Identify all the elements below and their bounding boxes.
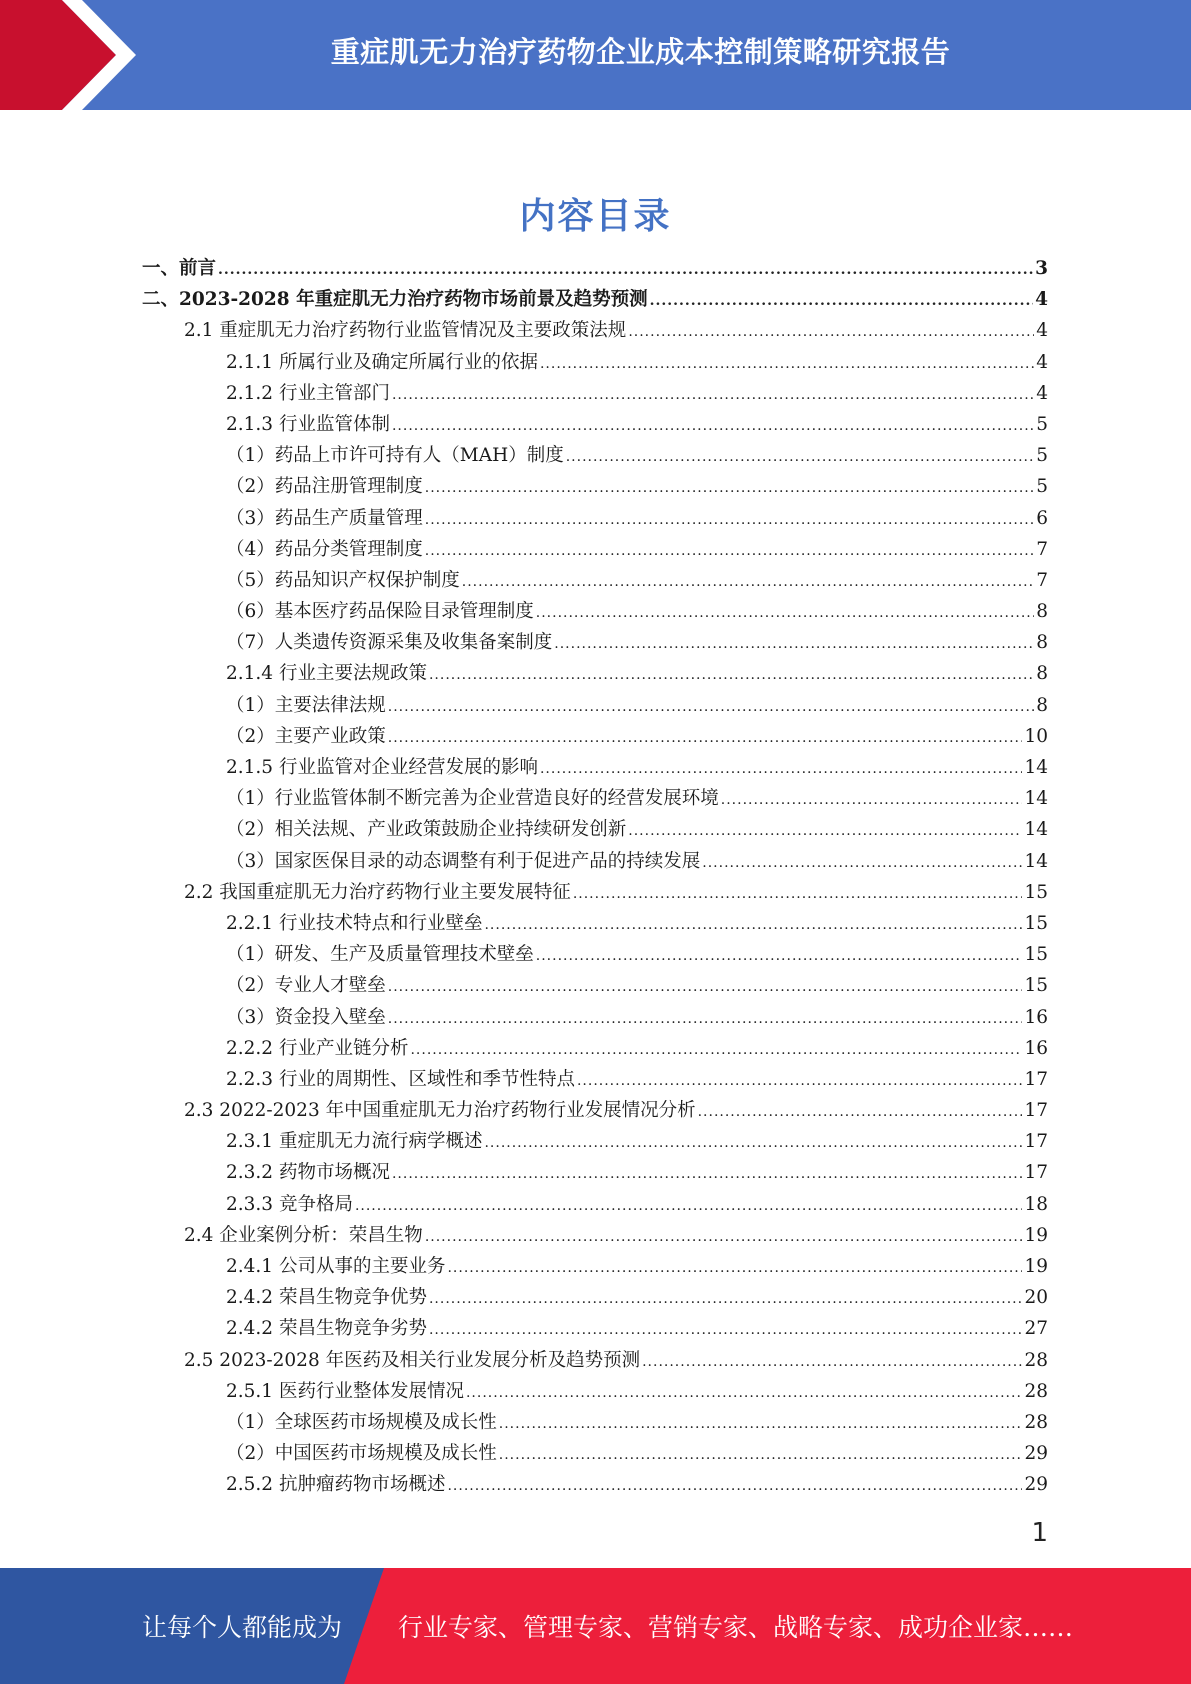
toc-entry-page: 4 [1036, 382, 1048, 404]
toc-entry[interactable] [142, 908, 1048, 939]
toc-entry-page: 17 [1024, 1068, 1048, 1090]
toc-entry-title: 2.4 企业案例分析：荣昌生物 [184, 1224, 423, 1246]
toc-dot-leader [355, 1191, 1023, 1222]
toc-entry-title: （1）全球医药市场规模及成长性 [226, 1411, 497, 1433]
toc-entry-title: （2）专业人才壁垒 [226, 975, 386, 997]
toc-entry[interactable] [142, 1095, 1048, 1126]
toc-entry-title: （5）药品知识产权保护制度 [226, 569, 460, 591]
toc-dot-leader [540, 754, 1022, 785]
toc-entry-title: 2.2.3 行业的周期性、区域性和季节性特点 [226, 1068, 575, 1090]
toc-entry-page: 14 [1024, 757, 1048, 778]
toc-entry-title: 2.5.2 抗肿瘤药物市场概述 [226, 1474, 446, 1496]
toc-entry-page: 14 [1024, 819, 1048, 841]
toc-dot-leader [392, 411, 1034, 442]
toc-entry-title: （4）药品分类管理制度 [226, 538, 423, 560]
toc-entry[interactable] [142, 627, 1048, 658]
toc-entry-page: 19 [1024, 1224, 1048, 1246]
toc-dot-leader [388, 972, 1023, 1003]
toc-entry-page: 7 [1036, 538, 1048, 560]
toc-entry[interactable] [142, 1438, 1048, 1469]
table-of-contents [142, 253, 1048, 1501]
toc-entry[interactable] [142, 409, 1048, 440]
toc-entry-page: 10 [1024, 725, 1048, 747]
toc-entry-title: 2.3.2 药物市场概况 [226, 1162, 390, 1184]
toc-entry[interactable] [142, 814, 1048, 845]
toc-entry[interactable] [142, 440, 1048, 471]
toc-entry-title: （2）相关法规、产业政策鼓励企业持续研发创新 [226, 819, 627, 841]
toc-dot-leader [554, 629, 1034, 660]
toc-entry-page: 17 [1024, 1162, 1048, 1184]
toc-entry-page: 15 [1024, 881, 1048, 903]
toc-entry-title: （7）人类遗传资源采集及收集备案制度 [226, 632, 553, 654]
toc-dot-leader [429, 1284, 1022, 1315]
toc-entry-page: 18 [1024, 1193, 1048, 1215]
toc-entry-page: 14 [1024, 850, 1048, 872]
toc-entry-title: 2.4.2 荣昌生物竞争优势 [226, 1287, 427, 1309]
toc-entry-title: （2）主要产业政策 [226, 725, 386, 747]
report-title: 重症肌无力治疗药物企业成本控制策略研究报告 [330, 34, 951, 69]
toc-entry-title: 2.4.1 公司从事的主要业务 [226, 1256, 446, 1277]
toc-dot-leader [536, 598, 1034, 629]
toc-entry-title: 2.3.1 重症肌无力流行病学概述 [226, 1131, 483, 1153]
toc-entry[interactable] [142, 596, 1048, 627]
toc-entry-title: 2.1.5 行业监管对企业经营发展的影响 [226, 757, 538, 778]
toc-dot-leader [410, 1035, 1022, 1066]
toc-dot-leader [447, 1471, 1022, 1502]
toc-entry-page: 8 [1036, 601, 1048, 623]
toc-entry-title: （2）药品注册管理制度 [226, 476, 423, 498]
toc-entry-page: 5 [1036, 476, 1048, 498]
toc-entry-title: 2.1.3 行业监管体制 [226, 413, 390, 435]
toc-dot-leader [484, 910, 1022, 941]
toc-entry-page: 16 [1024, 1006, 1048, 1028]
toc-entry[interactable] [142, 970, 1048, 1001]
toc-dot-leader [388, 723, 1023, 754]
toc-entry[interactable] [142, 1407, 1048, 1438]
toc-entry-page: 4 [1036, 351, 1048, 373]
toc-entry[interactable] [142, 1189, 1048, 1220]
toc-entry[interactable] [142, 1157, 1048, 1188]
toc-entry[interactable] [142, 1220, 1048, 1251]
toc-entry-page: 28 [1024, 1411, 1048, 1433]
toc-dot-leader [499, 1440, 1023, 1471]
toc-entry[interactable] [142, 503, 1048, 534]
toc-entry[interactable] [142, 846, 1048, 877]
toc-dot-leader [650, 286, 1034, 317]
toc-entry-page: 29 [1024, 1443, 1048, 1465]
toc-entry[interactable] [142, 752, 1048, 783]
toc-entry-page: 7 [1036, 569, 1048, 591]
toc-entry[interactable] [142, 534, 1048, 565]
toc-entry-title: 2.1.4 行业主要法规政策 [226, 663, 427, 685]
toc-entry-title: （6）基本医疗药品保险目录管理制度 [226, 601, 534, 623]
toc-entry-page: 5 [1036, 445, 1048, 467]
toc-dot-leader [425, 536, 1034, 567]
toc-entry-title: 一、前言 [142, 258, 217, 279]
toc-entry[interactable] [142, 721, 1048, 752]
toc-entry-page: 14 [1024, 788, 1048, 810]
toc-entry-page: 19 [1024, 1256, 1048, 1277]
toc-entry-title: 2.2.1 行业技术特点和行业壁垒 [226, 912, 483, 934]
toc-entry[interactable] [142, 1002, 1048, 1033]
toc-entry-page: 16 [1024, 1037, 1048, 1059]
toc-entry[interactable] [142, 1282, 1048, 1313]
toc-entry-title: （3）药品生产质量管理 [226, 507, 423, 529]
toc-entry[interactable] [142, 690, 1048, 721]
page-number: 1 [1031, 1518, 1048, 1548]
toc-entry-page: 20 [1024, 1287, 1048, 1309]
toc-entry-title: 2.4.2 荣昌生物竞争劣势 [226, 1318, 427, 1340]
toc-entry-page: 8 [1036, 694, 1048, 716]
toc-dot-leader [425, 505, 1034, 536]
toc-entry[interactable] [142, 658, 1048, 689]
toc-entry[interactable] [142, 1126, 1048, 1157]
toc-entry-title: 2.5 2023-2028 年医药及相关行业发展分析及趋势预测 [184, 1349, 641, 1371]
toc-dot-leader [642, 1347, 1022, 1378]
toc-dot-leader [577, 1066, 1022, 1097]
toc-entry-title: 2.3.3 竞争格局 [226, 1193, 353, 1215]
toc-entry[interactable] [142, 471, 1048, 502]
toc-entry-page: 28 [1024, 1349, 1048, 1371]
toc-entry-title: （3）国家医保目录的动态调整有利于促进产品的持续发展 [226, 850, 701, 872]
toc-dot-leader [466, 1378, 1022, 1409]
toc-entry-page: 8 [1036, 632, 1048, 654]
toc-entry[interactable] [142, 1345, 1048, 1376]
toc-dot-leader [425, 1222, 1023, 1253]
toc-entry[interactable] [142, 315, 1048, 346]
toc-dot-leader [536, 941, 1023, 972]
toc-entry-title: 2.5.1 医药行业整体发展情况 [226, 1380, 464, 1402]
toc-dot-leader [628, 317, 1034, 348]
toc-entry[interactable] [142, 1469, 1048, 1500]
toc-entry[interactable] [142, 1033, 1048, 1064]
toc-dot-leader [702, 848, 1022, 879]
toc-dot-leader [628, 816, 1022, 847]
toc-entry-page: 28 [1024, 1380, 1048, 1402]
toc-entry[interactable] [142, 1251, 1048, 1282]
toc-entry[interactable] [142, 939, 1048, 970]
toc-entry-page: 3 [1035, 258, 1048, 279]
toc-dot-leader [388, 1004, 1023, 1035]
toc-dot-leader [540, 349, 1034, 380]
toc-entry[interactable] [142, 783, 1048, 814]
toc-entry-page: 15 [1024, 975, 1048, 997]
toc-entry-page: 29 [1024, 1474, 1048, 1496]
toc-dot-leader [429, 660, 1034, 691]
toc-dot-leader [429, 1315, 1022, 1346]
toc-entry-title: （1）研发、生产及质量管理技术壁垒 [226, 944, 534, 966]
toc-entry-page: 15 [1024, 912, 1048, 934]
toc-entry-title: 2.2 我国重症肌无力治疗药物行业主要发展特征 [184, 881, 571, 903]
toc-entry-page: 15 [1024, 944, 1048, 966]
toc-entry-title: 2.2.2 行业产业链分析 [226, 1037, 409, 1059]
toc-entry-title: （3）资金投入壁垒 [226, 1006, 386, 1028]
toc-entry-title: 2.1 重症肌无力治疗药物行业监管情况及主要政策法规 [184, 320, 627, 342]
toc-entry-title: 2.1.2 行业主管部门 [226, 382, 390, 404]
toc-entry[interactable] [142, 1376, 1048, 1407]
toc-entry[interactable] [142, 1064, 1048, 1095]
toc-entry[interactable] [142, 347, 1048, 378]
page-footer [0, 1568, 1191, 1684]
toc-entry[interactable] [142, 565, 1048, 596]
toc-entry-page: 27 [1024, 1318, 1048, 1340]
toc-dot-leader [499, 1409, 1023, 1440]
toc-entry-title: （1）药品上市许可持有人（MAH）制度 [226, 445, 564, 467]
toc-dot-leader [698, 1097, 1023, 1128]
toc-entry-title: 2.3 2022-2023 年中国重症肌无力治疗药物行业发展情况分析 [184, 1100, 696, 1122]
toc-entry-page: 4 [1036, 320, 1048, 342]
toc-entry-page: 17 [1024, 1131, 1048, 1153]
toc-entry-page: 4 [1035, 289, 1048, 311]
toc-dot-leader [721, 785, 1023, 816]
toc-entry[interactable] [142, 253, 1048, 284]
toc-entry-page: 5 [1036, 413, 1048, 435]
toc-dot-leader [566, 442, 1035, 473]
toc-entry-title: （1）行业监管体制不断完善为企业营造良好的经营发展环境 [226, 788, 719, 810]
footer-slogan-right: 行业专家、管理专家、营销专家、战略专家、成功企业家…… [398, 1613, 1074, 1642]
toc-heading: 内容目录 [519, 195, 672, 238]
toc-entry[interactable] [142, 1313, 1048, 1344]
toc-dot-leader [425, 473, 1034, 504]
toc-dot-leader [447, 1253, 1022, 1284]
toc-entry-title: 二、2023-2028 年重症肌无力治疗药物市场前景及趋势预测 [142, 289, 648, 311]
toc-entry[interactable] [142, 284, 1048, 315]
toc-entry[interactable] [142, 877, 1048, 908]
toc-entry-page: 8 [1036, 663, 1048, 685]
footer-slogan-left: 让每个人都能成为 [142, 1613, 343, 1642]
header-red-chevron-icon [0, 0, 116, 110]
toc-entry-title: 2.1.1 所属行业及确定所属行业的依据 [226, 351, 538, 373]
toc-dot-leader [388, 692, 1034, 723]
toc-dot-leader [218, 255, 1033, 286]
page-header [0, 0, 1191, 110]
toc-entry[interactable] [142, 378, 1048, 409]
toc-entry-title: （2）中国医药市场规模及成长性 [226, 1443, 497, 1465]
toc-dot-leader [462, 567, 1034, 598]
toc-entry-page: 17 [1024, 1100, 1048, 1122]
toc-entry-title: （1）主要法律法规 [226, 694, 386, 716]
toc-dot-leader [573, 879, 1023, 910]
toc-dot-leader [392, 1159, 1022, 1190]
toc-dot-leader [484, 1128, 1022, 1159]
toc-entry-page: 6 [1036, 507, 1048, 529]
toc-dot-leader [392, 380, 1034, 411]
